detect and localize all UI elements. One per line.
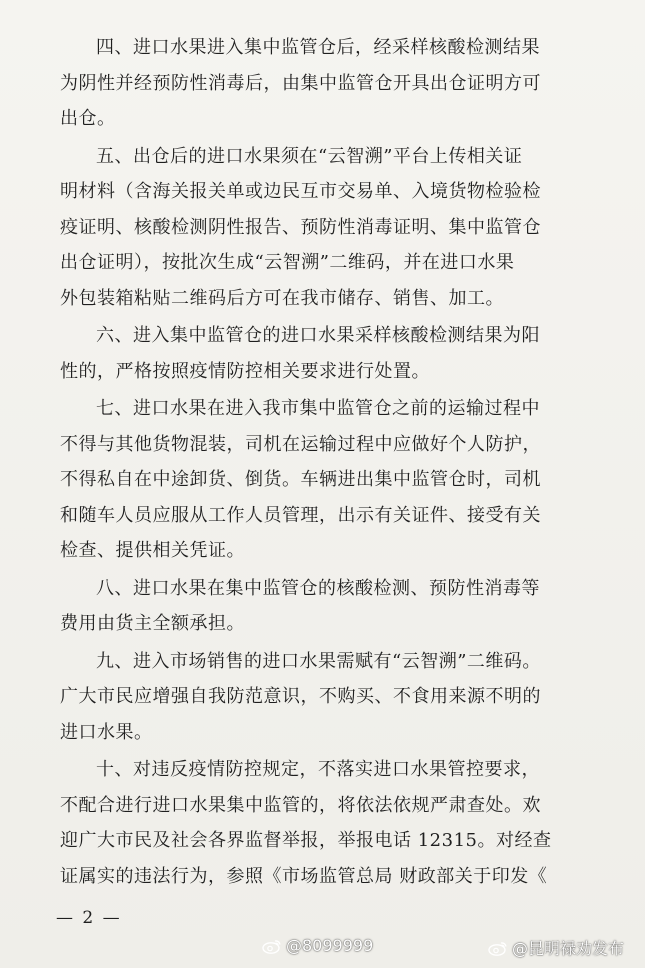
text-line: 疫证明、核酸检测阴性报告、预防性消毒证明、集中监管仓	[60, 216, 541, 238]
paragraph	[60, 30, 590, 137]
text-line: 广大市民应增强自我防范意识，不购买、不食用来源不明的	[60, 686, 541, 707]
text-line: 不得私自在中途卸货、倒货。车辆进出集中监管仓时，司机	[60, 469, 541, 490]
paragraph	[60, 752, 590, 894]
text-line: 检查、提供相关凭证。	[60, 540, 245, 561]
text-line: 五、出仓后的进口水果须在“云智溯”平台上传相关证	[96, 145, 523, 167]
text-line: 明材料（含海关报关单或边民互市交易单、入境货物检验检	[60, 181, 541, 202]
text-line: 为阴性并经预防性消毒后，由集中监管仓开具出仓证明方可	[60, 72, 541, 94]
watermark-right-text: @昆明禄劝发布	[512, 939, 625, 958]
text-line: 八、进口水果在集中监管仓的核酸检测、预防性消毒等	[96, 577, 540, 599]
weibo-icon	[262, 938, 282, 954]
text-line: 费用由货主全额承担。	[60, 613, 245, 634]
text-line: 性的，严格按照疫情防控相关要求进行处置。	[60, 360, 430, 382]
text-line: 四、进口水果进入集中监管仓后，经采样核酸检测结果	[96, 37, 540, 58]
text-line: 不配合进行进口水果集中监管的，将依法依规严肃查处。欢	[60, 794, 541, 816]
text-line: 进口水果。	[60, 721, 153, 743]
text-line: 出仓证明），按批次生成“云智溯”二维码，并在进口水果	[60, 252, 515, 273]
watermark-left	[262, 936, 373, 955]
text-line: 九、进入市场销售的进口水果需赋有“云智溯”二维码。	[96, 650, 541, 672]
document-body	[60, 30, 590, 896]
paragraph	[60, 318, 590, 389]
text-line: 外包装箱粘贴二维码后方可在我市储存、销售、加工。	[60, 287, 504, 309]
watermark-left-text: @8099999	[286, 936, 374, 955]
text-line: 和随车人员应服从工作人员管理，出示有关证件、接受有关	[60, 504, 541, 526]
text-line: 出仓。	[60, 108, 116, 129]
text-line: 六、进入集中监管仓的进口水果采样核酸检测结果为阳	[96, 325, 540, 346]
page-number: — 2 —	[56, 908, 122, 928]
paragraph	[60, 391, 590, 569]
text-line: 不得与其他货物混装，司机在运输过程中应做好个人防护，	[60, 433, 541, 455]
text-line: 七、进口水果在进入我市集中监管仓之前的运输过程中	[96, 398, 540, 419]
paragraph	[60, 139, 590, 317]
paragraph	[60, 644, 590, 751]
text-line: 十、对违反疫情防控规定，不落实进口水果管控要求，	[96, 759, 540, 780]
text-line: 证属实的违法行为，参照《市场监管总局 财政部关于印发《	[60, 865, 548, 887]
watermark-right	[488, 936, 624, 959]
paragraph	[60, 571, 590, 642]
weibo-icon	[488, 940, 508, 956]
text-line: 迎广大市民及社会各界监督举报，举报电话 12315。对经查	[60, 830, 552, 851]
